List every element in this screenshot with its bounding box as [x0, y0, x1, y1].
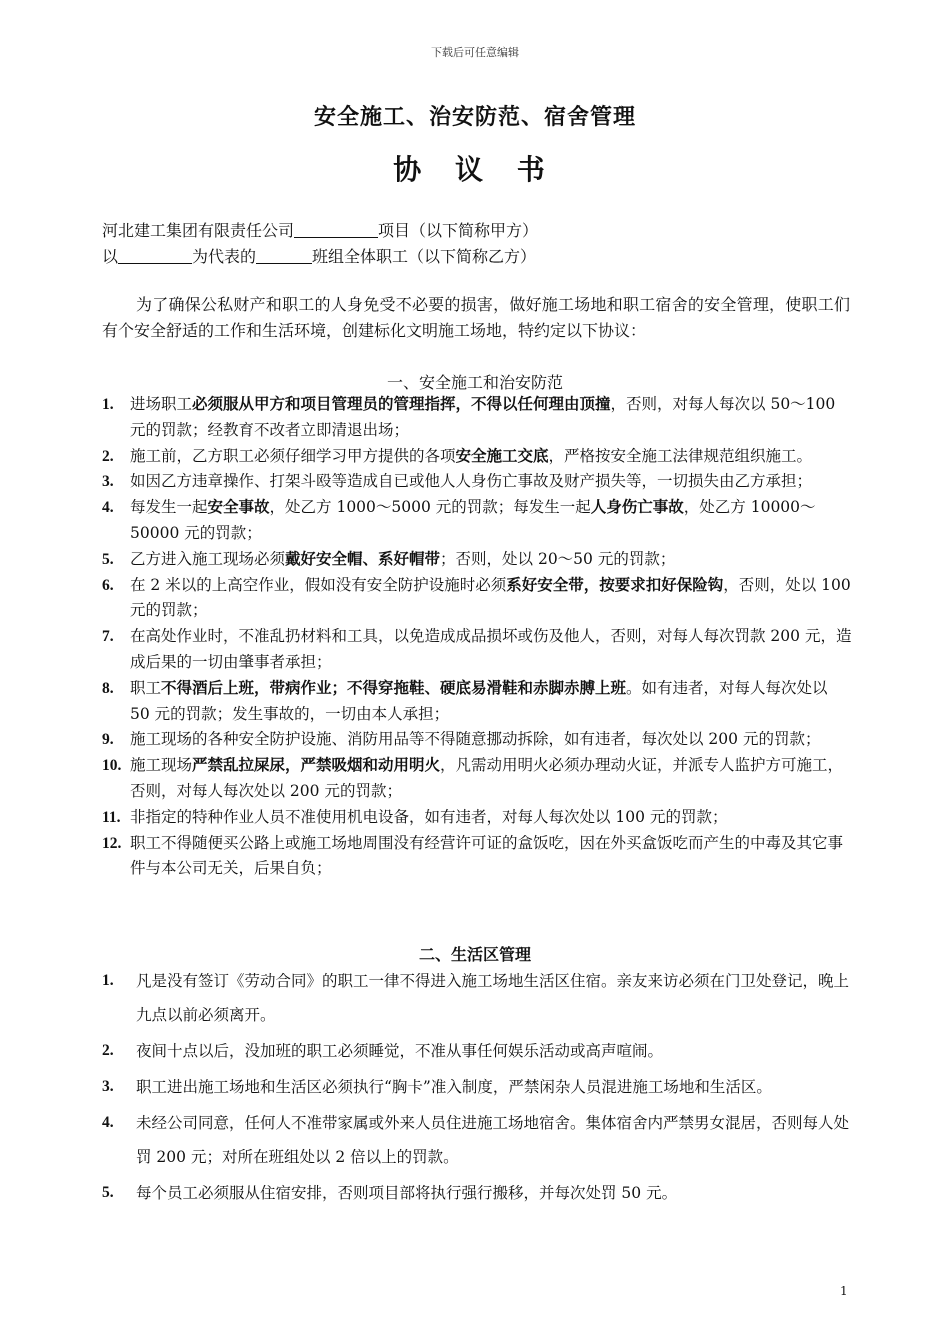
list-item — [102, 1176, 852, 1210]
list-item — [102, 727, 852, 753]
party-b-middle: 为代表的 — [192, 247, 257, 266]
item-number: 10. — [102, 757, 122, 775]
item-number: 5. — [102, 550, 114, 568]
party-b-line — [102, 244, 862, 270]
list-item — [102, 805, 852, 831]
item-text: 职工进出施工场地和生活区必须执行“胸卡”准入制度，严禁闲杂人员混进施工场地和生活区。 — [136, 1078, 772, 1096]
item-text: 非指定的特种作业人员不准使用机电设备，如有违者，对每人每次处以 100 元的罚款； — [130, 807, 728, 826]
list-item — [102, 1070, 852, 1104]
item-text: 在 2 米以的上高空作业，假如没有安全防护设施时必须 — [130, 575, 507, 594]
party-a-suffix: 项目（以下简称甲方） — [378, 221, 539, 240]
list-item — [102, 624, 852, 676]
item-text: 职工 — [130, 678, 162, 697]
item-number: 3. — [102, 1078, 114, 1095]
party-b-prefix: 以 — [102, 247, 119, 266]
list-item — [102, 392, 852, 444]
item-text: 。如有违者，对每人每次处以 50 元的罚款；发生事故的，一切由本人承担； — [130, 678, 828, 723]
item-text: 凡是没有签订《劳动合同》的职工一律不得进入施工场地生活区住宿。亲友来访必须在门卫处登记，晚上九点以前必须离开。 — [136, 972, 850, 1024]
item-text: 施工前，乙方职工必须仔细学习甲方提供的各项 — [130, 446, 456, 465]
list-item — [102, 444, 852, 470]
item-text: 进场职工 — [130, 395, 193, 413]
item-text: 夜间十点以后，没加班的职工必须睡觉，不准从事任何娱乐活动或高声喧闹。 — [136, 1042, 664, 1060]
item-number: 3. — [102, 473, 114, 491]
item-number: 12. — [102, 834, 122, 852]
list-item — [102, 676, 852, 728]
party-a-line — [102, 218, 862, 244]
item-number: 4. — [102, 1114, 114, 1131]
section2-heading: 二、生活区管理 — [418, 945, 531, 964]
item-text: 乙方进入施工现场必须 — [130, 549, 286, 568]
item-text: 施工现场的各种安全防护设施、消防用品等不得随意挪动拆除，如有违者，每次处以 200 元的罚款； — [130, 730, 821, 749]
list-item — [102, 573, 852, 625]
item-number: 1. — [102, 972, 114, 989]
party-b-suffix: 班组全体职工（以下简称乙方） — [312, 247, 537, 266]
item-bold-text: 严禁乱拉屎尿，严禁吸烟和动用明火 — [192, 756, 441, 775]
list-item — [102, 547, 852, 573]
item-text: 未经公司同意，任何人不准带家属或外来人员住进施工场地宿舍。集体宿舍内严禁男女混居，否则每人处罚 200 元；对所在班组处以 2 倍以上的罚款。 — [136, 1114, 850, 1166]
item-text: ，否则，对每人每次以 50～100 元的罚款；经教育不改者立即清退出场； — [130, 395, 836, 439]
list-item — [102, 831, 852, 883]
list-item — [102, 1034, 852, 1068]
list-item — [102, 753, 852, 805]
item-bold-text: 戴好安全帽、系好帽带 — [285, 549, 441, 568]
item-number: 2. — [102, 1042, 114, 1059]
item-bold-text: 必须服从甲方和项目管理员的管理指挥，不得以任何理由顶撞 — [192, 395, 611, 413]
item-bold-text: 系好安全带，按要求扣好保险钩 — [506, 575, 724, 594]
item-text: ，严格按安全施工法律规范组织施工。 — [548, 446, 813, 465]
item-bold-text: 安全施工交底 — [455, 446, 549, 465]
item-number: 1. — [102, 396, 114, 413]
item-text: 职工不得随便买公路上或施工场地周围没有经营许可证的盒饭吃，因在外买盒饭吃而产生的中毒及其它事件与本公司无关，后果自负； — [130, 833, 844, 878]
item-bold-text: 不得酒后上班，带病作业；不得穿拖鞋、硬底易滑鞋和赤脚赤膊上班 — [161, 678, 627, 697]
item-text: 如因乙方违章操作、打架斗殴等造成自已或他人人身伤亡事故及财产损失等，一切损失由乙方承担； — [130, 472, 813, 491]
item-number: 2. — [102, 447, 114, 465]
item-text: ，否则，处以 100 元的罚款； — [130, 575, 851, 620]
item-number: 4. — [102, 499, 114, 517]
item-text: ；否则，处以 20～50 元的罚款； — [440, 549, 676, 568]
section1-heading: 一、安全施工和治安防范 — [386, 373, 563, 392]
document-title: 安全施工、治安防范、宿舍管理 — [313, 105, 636, 130]
item-text: 在高处作业时，不准乱扔材料和工具，以免造成成品损坏或伤及他人，否则，对每人每次罚款 200 元，造成后果的一切由肇事者承担； — [130, 627, 852, 671]
item-text: ，凡需动用明火必须办理动火证，并派专人监护方可施工，否则，对每人每次处以 200 元的罚款； — [130, 756, 844, 800]
item-number: 11. — [102, 808, 121, 826]
list-item — [102, 964, 852, 1032]
item-text: ，处乙方 1000～5000 元的罚款；每发生一起 — [269, 498, 591, 517]
item-bold-text: 安全事故 — [207, 498, 270, 517]
section1-list — [102, 392, 852, 882]
team-name-blank — [256, 245, 312, 264]
parties-block — [102, 218, 862, 270]
document-subtitle: 协 议 书 — [393, 153, 557, 186]
list-item — [102, 495, 852, 547]
item-number: 6. — [102, 576, 114, 594]
list-item — [102, 1106, 852, 1174]
item-text: ，处乙方 10000～50000 元的罚款； — [130, 498, 816, 542]
item-text: 每个员工必须服从住宿安排，否则项目部将执行强行搬移，并每次处罚 50 元。 — [136, 1184, 678, 1202]
item-number: 8. — [102, 679, 114, 697]
item-text: 施工现场 — [130, 756, 193, 775]
item-bold-text: 人身伤亡事故 — [590, 498, 684, 517]
intro-paragraph: 为了确保公私财产和职工的人身免受不必要的损害，做好施工场地和职工宿舍的安全管理，使职工们有个安全舒适的工作和生活环境，创建标化文明施工场地，特约定以下协议： — [102, 295, 850, 340]
item-number: 7. — [102, 628, 114, 646]
section2-list — [102, 964, 852, 1212]
project-name-blank — [294, 219, 378, 238]
header-note: 下载后可任意编辑 — [431, 46, 519, 59]
list-item — [102, 469, 852, 495]
representative-blank — [118, 245, 192, 264]
item-text: 每发生一起 — [130, 498, 208, 517]
page-number: 1 — [840, 1284, 848, 1298]
item-number: 5. — [102, 1184, 114, 1201]
party-a-company: 河北建工集团有限责任公司 — [102, 221, 295, 240]
item-number: 9. — [102, 731, 114, 749]
